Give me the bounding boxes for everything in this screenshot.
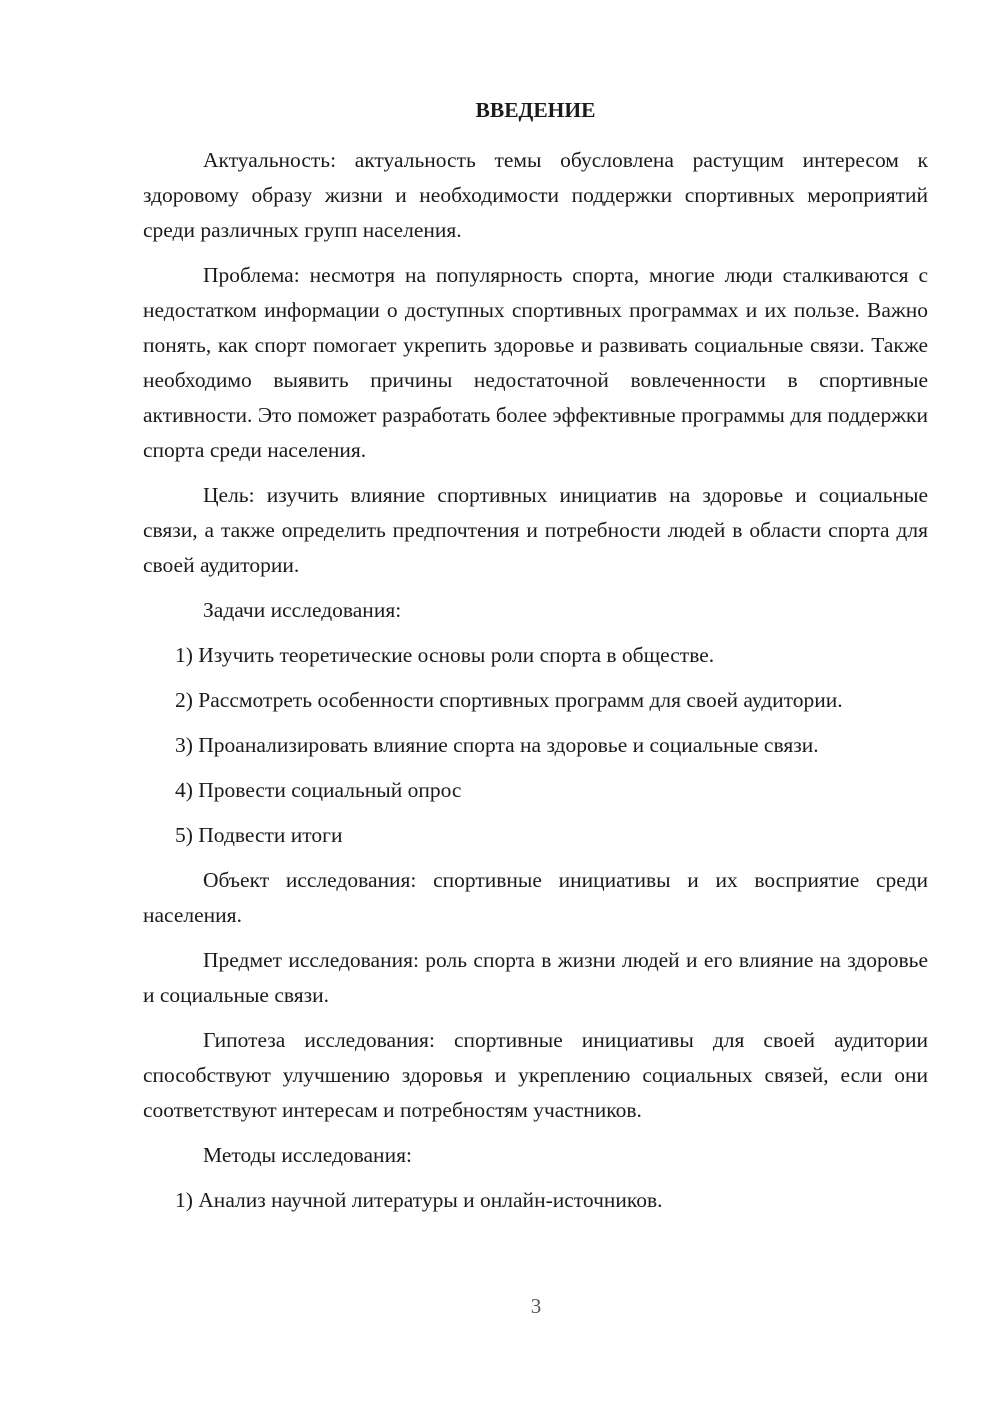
goal-paragraph: Цель: изучить влияние спортивных инициатив на здоровье и социальные связи, а также определить предпочтения и потребности людей в области спорта для своей аудитории. <box>143 483 928 577</box>
method-item: 1) Анализ научной литературы и онлайн-источников. <box>175 1188 663 1212</box>
task-item: 4) Провести социальный опрос <box>175 778 462 802</box>
hypothesis-paragraph: Гипотеза исследования: спортивные инициативы для своей аудитории способствуют улучшению здоровья и укреплению социальных связей, если они соответствуют интересам и потребностям участников. <box>143 1028 928 1122</box>
subject-paragraph: Предмет исследования: роль спорта в жизни людей и его влияние на здоровье и социальные связи. <box>143 948 928 1007</box>
task-item: 2) Рассмотреть особенности спортивных программ для своей аудитории. <box>175 688 843 712</box>
relevance-paragraph: Актуальность: актуальность темы обусловлена растущим интересом к здоровому образу жизни и необходимости поддержки спортивных мероприятий среди различных групп населения. <box>143 148 928 242</box>
page-number: 3 <box>530 1294 542 1318</box>
document-page <box>143 88 928 1228</box>
object-paragraph: Объект исследования: спортивные инициативы и их восприятие среди населения. <box>143 868 928 927</box>
methods-title: Методы исследования: <box>203 1143 412 1167</box>
tasks-title: Задачи исследования: <box>203 598 402 622</box>
problem-paragraph: Проблема: несмотря на популярность спорта, многие люди сталкиваются с недостатком информации о доступных спортивных программах и их пользе. Важно понять, как спорт помогает укрепить здоровье и развивать социальные связи. Также необходимо выявить причины недостаточной вовлеченности в спортивные активности. Это поможет разработать более эффективные программы для поддержки спорта среди населения. <box>143 263 928 462</box>
section-heading: ВВЕДЕНИЕ <box>475 98 596 122</box>
task-item: 5) Подвести итоги <box>175 823 343 847</box>
task-item: 3) Проанализировать влияние спорта на здоровье и социальные связи. <box>175 733 819 757</box>
task-item: 1) Изучить теоретические основы роли спорта в обществе. <box>175 643 715 667</box>
